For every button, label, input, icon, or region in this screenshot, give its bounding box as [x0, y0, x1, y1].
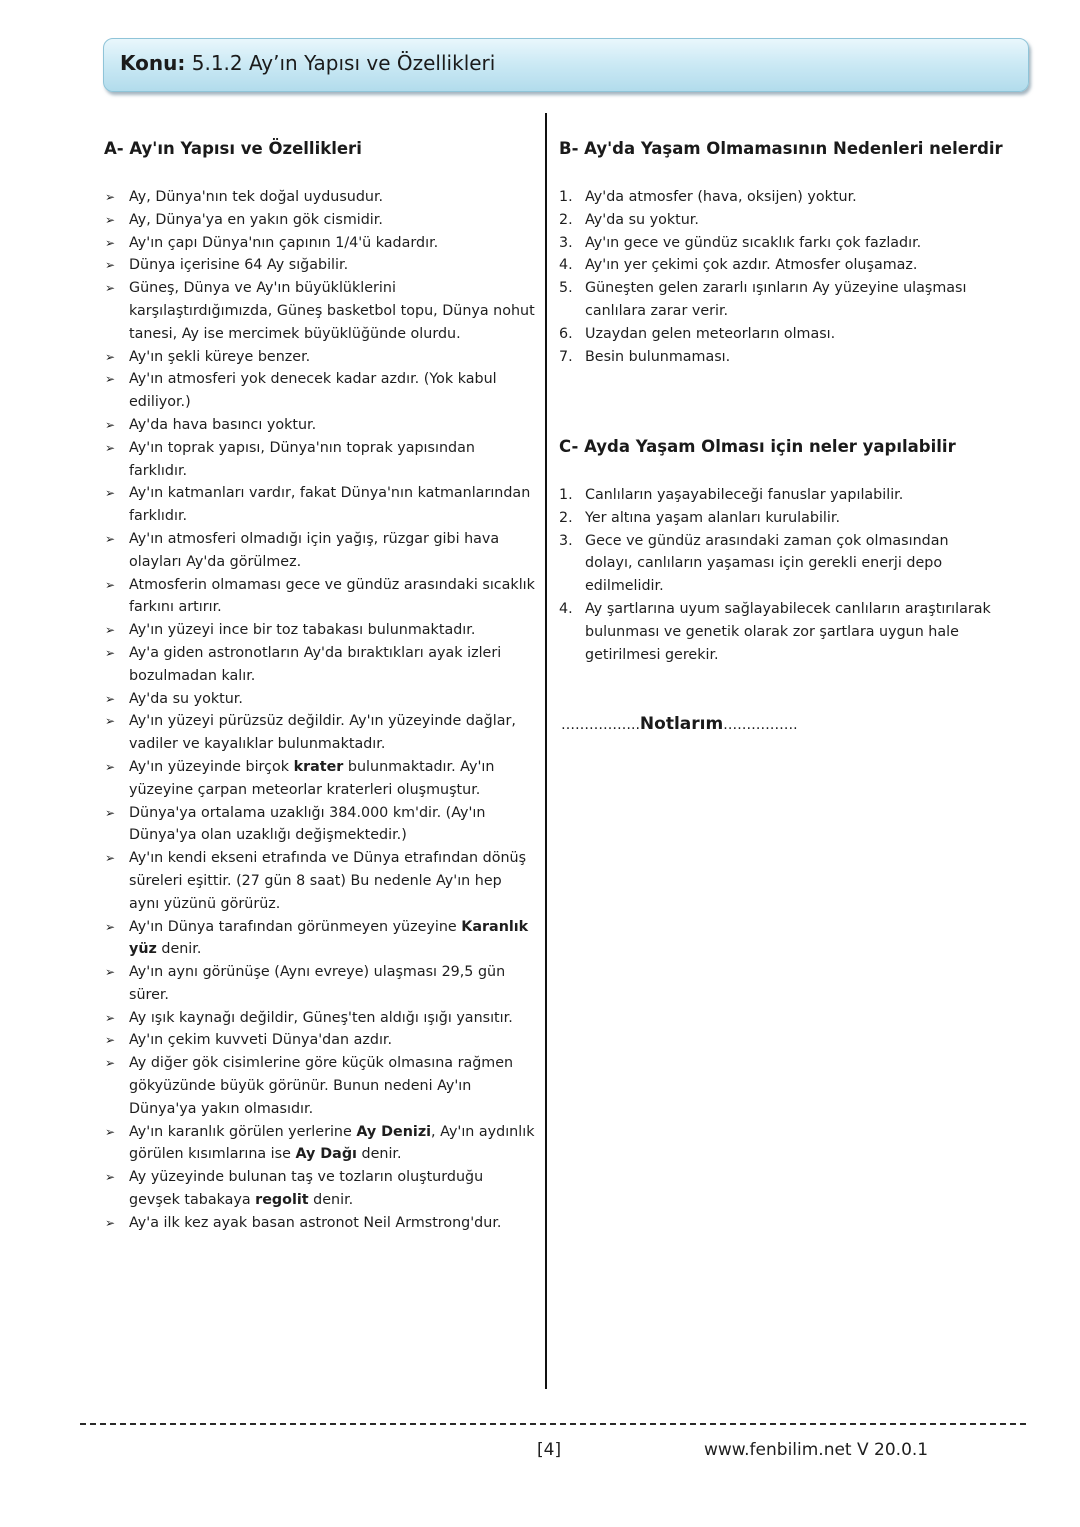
list-item: 6. Uzaydan gelen meteorların olması.	[559, 325, 836, 342]
list-item: ➢ Ay yüzeyinde bulunan taş ve tozların oluşturduğu gevşek tabakaya regolit denir.	[104, 1166, 536, 1212]
arrow-bullet-icon: ➢	[105, 1170, 116, 1185]
list-item: 2. Yer altına yaşam alanları kurulabilir.	[559, 509, 840, 526]
arrow-bullet-icon: ➢	[105, 372, 116, 387]
section-c-list	[559, 484, 999, 666]
arrow-bullet-icon: ➢	[105, 281, 116, 296]
arrow-bullet-icon: ➢	[105, 577, 116, 592]
notes-title: ……………..Notlarım…………….	[561, 714, 798, 734]
list-item: ➢ Ay'ın şekli küreye benzer.	[104, 346, 536, 369]
section-b-heading: B- Ay'da Yaşam Olmamasının Nedenleri nelerdir	[559, 139, 1003, 158]
list-item: 4. Ay'ın yer çekimi çok azdır. Atmosfer oluşamaz.	[559, 257, 918, 274]
footer-divider	[80, 1423, 1026, 1425]
list-item: ➢ Ay'ın karanlık görülen yerlerine Ay Denizi, Ay'ın aydınlık görülen kısımlarına ise Ay Dağı denir.	[104, 1121, 536, 1167]
list-item: ➢ Ay'ın çekim kuvveti Dünya'dan azdır.	[104, 1029, 536, 1052]
list-item: ➢ Ay'ın çapı Dünya'nın çapının 1/4'ü kadardır.	[104, 232, 536, 255]
arrow-bullet-icon: ➢	[105, 691, 116, 706]
list-item: ➢ Ay ışık kaynağı değildir, Güneş'ten aldığı ışığı yansıtır.	[104, 1007, 536, 1030]
list-item: 1. Canlıların yaşayabileceği fanuslar yapılabilir.	[559, 487, 904, 503]
list-item: 3. Ay'ın gece ve gündüz sıcaklık farkı çok fazladır.	[559, 234, 922, 251]
website-url: www.fenbilim.net V 20.0.1	[704, 1440, 929, 1460]
list-item: ➢ Ay diğer gök cisimlerine göre küçük olmasına rağmen gökyüzünde büyük görünür. Bunun nedeni Ay'ın Dünya'ya yakın olmasıdır.	[104, 1052, 536, 1120]
arrow-bullet-icon: ➢	[105, 919, 116, 934]
arrow-bullet-icon: ➢	[105, 1056, 116, 1071]
arrow-bullet-icon: ➢	[105, 349, 116, 364]
list-item: ➢ Dünya'ya ortalama uzaklığı 384.000 km'dir. (Ay'ın Dünya'ya olan uzaklığı değişmektedir.)	[104, 802, 536, 848]
topic-title	[120, 51, 495, 75]
list-item: ➢ Ay, Dünya'ya en yakın gök cismidir.	[104, 209, 536, 232]
arrow-bullet-icon: ➢	[105, 645, 116, 660]
list-item: ➢ Ay'ın Dünya tarafından görünmeyen yüzeyine Karanlık yüz denir.	[104, 916, 536, 962]
list-item: ➢ Ay'ın yüzeyi pürüzsüz değildir. Ay'ın yüzeyinde dağlar, vadiler ve kayalıklar bulunmaktadır.	[104, 710, 536, 756]
arrow-bullet-icon: ➢	[105, 235, 116, 250]
arrow-bullet-icon: ➢	[105, 1010, 116, 1025]
list-item: ➢ Ay'da hava basıncı yoktur.	[104, 414, 536, 437]
arrow-bullet-icon: ➢	[105, 851, 116, 866]
list-item: 4. Ay şartlarına uyum sağlayabilecek canlıların araştırılarak bulunması ve genetik olarak zor şartlara uygun hale getirilmesi gerekir.	[559, 600, 991, 663]
topic-label: Konu:	[120, 51, 186, 75]
arrow-bullet-icon: ➢	[105, 531, 116, 546]
section-c-heading: C- Ayda Yaşam Olması için neler yapılabilir	[559, 437, 956, 456]
arrow-bullet-icon: ➢	[105, 1124, 116, 1139]
list-item: 2. Ay'da su yoktur.	[559, 211, 699, 228]
column-divider	[545, 113, 547, 1389]
section-a-list	[104, 186, 536, 1235]
list-item: ➢ Ay'ın atmosferi yok denecek kadar azdır. (Yok kabul ediliyor.)	[104, 368, 536, 414]
topic-header-bar	[103, 38, 1029, 92]
arrow-bullet-icon: ➢	[105, 965, 116, 980]
list-item: ➢ Ay'a giden astronotların Ay'da bıraktıkları ayak izleri bozulmadan kalır.	[104, 642, 536, 688]
list-item: ➢ Ay'ın aynı görünüşe (Aynı evreye) ulaşması 29,5 gün sürer.	[104, 961, 536, 1007]
arrow-bullet-icon: ➢	[105, 440, 116, 455]
arrow-bullet-icon: ➢	[105, 190, 116, 204]
list-item: 7. Besin bulunmaması.	[559, 348, 731, 365]
list-item: ➢ Ay'ın atmosferi olmadığı için yağış, rüzgar gibi hava olayları Ay'da görülmez.	[104, 528, 536, 574]
list-item: ➢ Ay'ın yüzeyinde birçok krater bulunmaktadır. Ay'ın yüzeyine çarpan meteorlar kraterleri oluşmuştur.	[104, 756, 536, 802]
list-item: 3. Gece ve gündüz arasındaki zaman çok olmasından dolayı, canlıların yaşaması için gerekli enerji depo edilmelidir.	[559, 532, 949, 595]
list-item: ➢ Dünya içerisine 64 Ay sığabilir.	[104, 254, 536, 277]
list-item: ➢ Ay'a ilk kez ayak basan astronot Neil Armstrong'dur.	[104, 1212, 536, 1235]
list-item: ➢ Güneş, Dünya ve Ay'ın büyüklüklerini karşılaştırdığımızda, Güneş basketbol topu, Dünya nohut tanesi, Ay ise mercimek büyüklüğünde olurdu.	[104, 277, 536, 345]
list-item: ➢ Ay'ın katmanları vardır, fakat Dünya'nın katmanlarından farklıdır.	[104, 482, 536, 528]
arrow-bullet-icon: ➢	[105, 623, 116, 638]
list-item: ➢ Ay'ın toprak yapısı, Dünya'nın toprak yapısından farklıdır.	[104, 437, 536, 483]
list-item: 5. Güneşten gelen zararlı ışınların Ay yüzeyine ulaşması canlılara zarar verir.	[559, 280, 967, 319]
arrow-bullet-icon: ➢	[105, 1033, 116, 1048]
list-item: ➢ Atmosferin olmaması gece ve gündüz arasındaki sıcaklık farkını artırır.	[104, 574, 536, 620]
arrow-bullet-icon: ➢	[105, 258, 116, 273]
list-item: 1. Ay'da atmosfer (hava, oksijen) yoktur.	[559, 189, 857, 205]
arrow-bullet-icon: ➢	[105, 714, 116, 729]
arrow-bullet-icon: ➢	[105, 486, 116, 501]
section-a-heading: A- Ay'ın Yapısı ve Özellikleri	[104, 139, 362, 158]
section-b-list	[559, 186, 999, 368]
list-item: ➢ Ay'da su yoktur.	[104, 688, 536, 711]
arrow-bullet-icon: ➢	[105, 759, 116, 774]
topic-title-text: 5.1.2 Ay’ın Yapısı ve Özellikleri	[191, 51, 496, 75]
list-item: ➢ Ay'ın kendi ekseni etrafında ve Dünya etrafından dönüş süreleri eşittir. (27 gün 8 saat) Bu nedenle Ay'ın hep aynı yüzünü görürüz.	[104, 847, 536, 915]
arrow-bullet-icon: ➢	[105, 1215, 116, 1230]
list-item: ➢ Ay, Dünya'nın tek doğal uydusudur.	[104, 186, 536, 209]
arrow-bullet-icon: ➢	[105, 805, 116, 820]
page-number: [4]	[537, 1440, 562, 1460]
list-item: ➢ Ay'ın yüzeyi ince bir toz tabakası bulunmaktadır.	[104, 619, 536, 642]
arrow-bullet-icon: ➢	[105, 212, 116, 227]
arrow-bullet-icon: ➢	[105, 417, 116, 432]
